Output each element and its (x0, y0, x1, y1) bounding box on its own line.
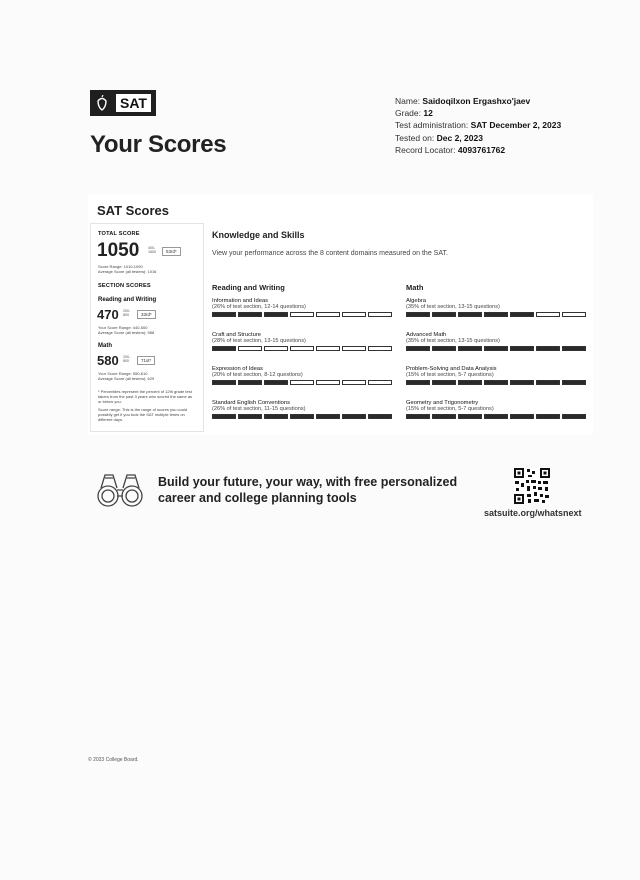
performance-bar (406, 346, 586, 351)
bar-segment (316, 312, 340, 317)
domain-problem-solving-data-analysis (406, 366, 586, 385)
domain-information-and-ideas (212, 298, 392, 317)
domain-weight: (20% of test section, 8-12 questions) (212, 372, 303, 378)
bar-segment (562, 346, 586, 351)
bar-segment (510, 346, 534, 351)
rw-domains-heading: Reading and Writing (212, 283, 285, 292)
bar-segment (264, 312, 288, 317)
bar-segment (432, 414, 456, 419)
candidate-info (395, 95, 561, 156)
bar-segment (342, 312, 366, 317)
domain-name: Information and Ideas (212, 298, 269, 304)
knowledge-skills-description: View your performance across the 8 content domains measured on the SAT. (212, 250, 448, 257)
bar-segment (562, 380, 586, 385)
acorn-icon (90, 90, 114, 116)
info-grade: Grade: 12 (395, 108, 433, 119)
bar-segment (212, 346, 236, 351)
domain-weight: (28% of test section, 13-15 questions) (212, 338, 306, 344)
total-score-range: Score Range: 1010-1090 (98, 264, 143, 269)
qr-code-icon (514, 468, 550, 504)
bar-segment (484, 380, 508, 385)
performance-bar (212, 414, 392, 419)
math-score-value: 580 (97, 353, 119, 368)
domain-name: Expression of Ideas (212, 366, 263, 372)
performance-bar (212, 380, 392, 385)
bar-segment (484, 312, 508, 317)
rw-score-scale: 200- 800 (123, 309, 131, 318)
bar-segment (290, 346, 314, 351)
bar-segment (406, 346, 430, 351)
info-name: Name: Saidoqilxon Ergashxo'jaev (395, 96, 531, 106)
domain-name: Standard English Conventions (212, 400, 290, 406)
domain-name: Algebra (406, 298, 426, 304)
bar-segment (536, 346, 560, 351)
bar-segment (316, 380, 340, 385)
logo-text: SAT (116, 94, 151, 112)
bar-segment (432, 346, 456, 351)
domain-expression-of-ideas (212, 366, 392, 385)
info-tested-on: Tested on: Dec 2, 2023 (395, 132, 483, 143)
bar-segment (316, 414, 340, 419)
rw-average-score: Average Score (all testers): 588 (98, 330, 155, 335)
bar-segment (510, 380, 534, 385)
promo-text: Build your future, your way, with free personalized career and college planning tools (158, 475, 458, 505)
bar-segment (212, 312, 236, 317)
domain-name: Craft and Structure (212, 332, 261, 338)
bar-segment (342, 380, 366, 385)
score-range-footnote: Score range: This is the range of scores you could possibly get if you took the SAT multiple times on different days. (98, 407, 188, 422)
domain-weight: (26% of test section, 12-14 questions) (212, 304, 306, 310)
bar-segment (342, 346, 366, 351)
performance-bar (406, 380, 586, 385)
copyright: © 2023 College Board. (88, 757, 139, 763)
bar-segment (238, 312, 262, 317)
bar-segment (238, 346, 262, 351)
bar-segment (290, 312, 314, 317)
performance-bar (212, 312, 392, 317)
total-score-scale: 400- 1600 (148, 246, 156, 255)
bar-segment (238, 380, 262, 385)
rw-score-value: 470 (97, 307, 119, 322)
domain-geometry-trigonometry (406, 400, 586, 419)
rw-percentile-badge: 33rd* (137, 310, 156, 319)
bar-segment (238, 414, 262, 419)
bar-segment (562, 414, 586, 419)
domain-advanced-math (406, 332, 586, 351)
bar-segment (406, 380, 430, 385)
info-record-locator: Record Locator: 4093761762 (395, 144, 506, 155)
performance-bar (212, 346, 392, 351)
math-score-range: Your Score Range: 550-610 (98, 371, 148, 376)
bar-segment (484, 414, 508, 419)
bar-segment (536, 380, 560, 385)
bar-segment (510, 414, 534, 419)
bar-segment (510, 312, 534, 317)
bar-segment (458, 414, 482, 419)
total-percentile-badge: 53rd* (162, 247, 181, 256)
domain-weight: (26% of test section, 11-15 questions) (212, 406, 306, 412)
bar-segment (406, 312, 430, 317)
sat-scores-title: SAT Scores (97, 203, 170, 218)
bar-segment (432, 312, 456, 317)
bar-segment (536, 312, 560, 317)
bar-segment (458, 346, 482, 351)
bar-segment (368, 346, 392, 351)
bar-segment (290, 414, 314, 419)
binoculars-icon (93, 470, 147, 510)
section-scores-label: SECTION SCORES (98, 283, 151, 289)
bar-segment (458, 380, 482, 385)
domain-weight: (15% of test section, 5-7 questions) (406, 406, 494, 412)
bar-segment (368, 414, 392, 419)
whats-next-link[interactable]: satsuite.org/whatsnext (484, 508, 582, 518)
math-domains-heading: Math (406, 283, 424, 292)
domain-weight: (35% of test section, 13-15 questions) (406, 304, 500, 310)
math-percentile-badge: 71st* (137, 356, 155, 365)
total-score-label: TOTAL SCORE (98, 231, 140, 237)
rw-section-name: Reading and Writing (98, 297, 157, 303)
bar-segment (316, 346, 340, 351)
domain-name: Advanced Math (406, 332, 447, 338)
domain-algebra (406, 298, 586, 317)
bar-segment (458, 312, 482, 317)
math-score-scale: 200- 800 (123, 355, 131, 364)
bar-segment (264, 414, 288, 419)
total-score-value: 1050 (97, 240, 140, 261)
sat-logo (90, 90, 156, 116)
score-summary-panel (90, 223, 204, 432)
math-average-score: Average Score (all testers): 629 (98, 376, 155, 381)
math-section-name: Math (98, 343, 112, 349)
bar-segment (212, 380, 236, 385)
domain-craft-and-structure (212, 332, 392, 351)
domain-standard-english-conventions (212, 400, 392, 419)
bar-segment (406, 414, 430, 419)
rw-score-range: Your Score Range: 440-500 (98, 325, 148, 330)
bar-segment (342, 414, 366, 419)
bar-segment (536, 414, 560, 419)
percentile-footnote: * Percentiles represent the percent of 12th grade test takers from the past 3 years who scored the same as or below you. (98, 389, 193, 404)
performance-bar (406, 312, 586, 317)
bar-segment (562, 312, 586, 317)
domain-weight: (15% of test section, 5-7 questions) (406, 372, 494, 378)
bar-segment (368, 380, 392, 385)
bar-segment (212, 414, 236, 419)
bar-segment (264, 380, 288, 385)
domain-name: Geometry and Trigonometry (406, 400, 479, 406)
bar-segment (432, 380, 456, 385)
domain-name: Problem-Solving and Data Analysis (406, 366, 497, 372)
domain-weight: (35% of test section, 13-15 questions) (406, 338, 500, 344)
knowledge-skills-title: Knowledge and Skills (212, 230, 305, 240)
bar-segment (484, 346, 508, 351)
bar-segment (290, 380, 314, 385)
page-title: Your Scores (90, 131, 227, 158)
bar-segment (368, 312, 392, 317)
performance-bar (406, 414, 586, 419)
info-test-administration: Test administration: SAT December 2, 2023 (395, 120, 562, 131)
total-average-score: Average Score (all testers): 1016 (98, 269, 157, 274)
bar-segment (264, 346, 288, 351)
